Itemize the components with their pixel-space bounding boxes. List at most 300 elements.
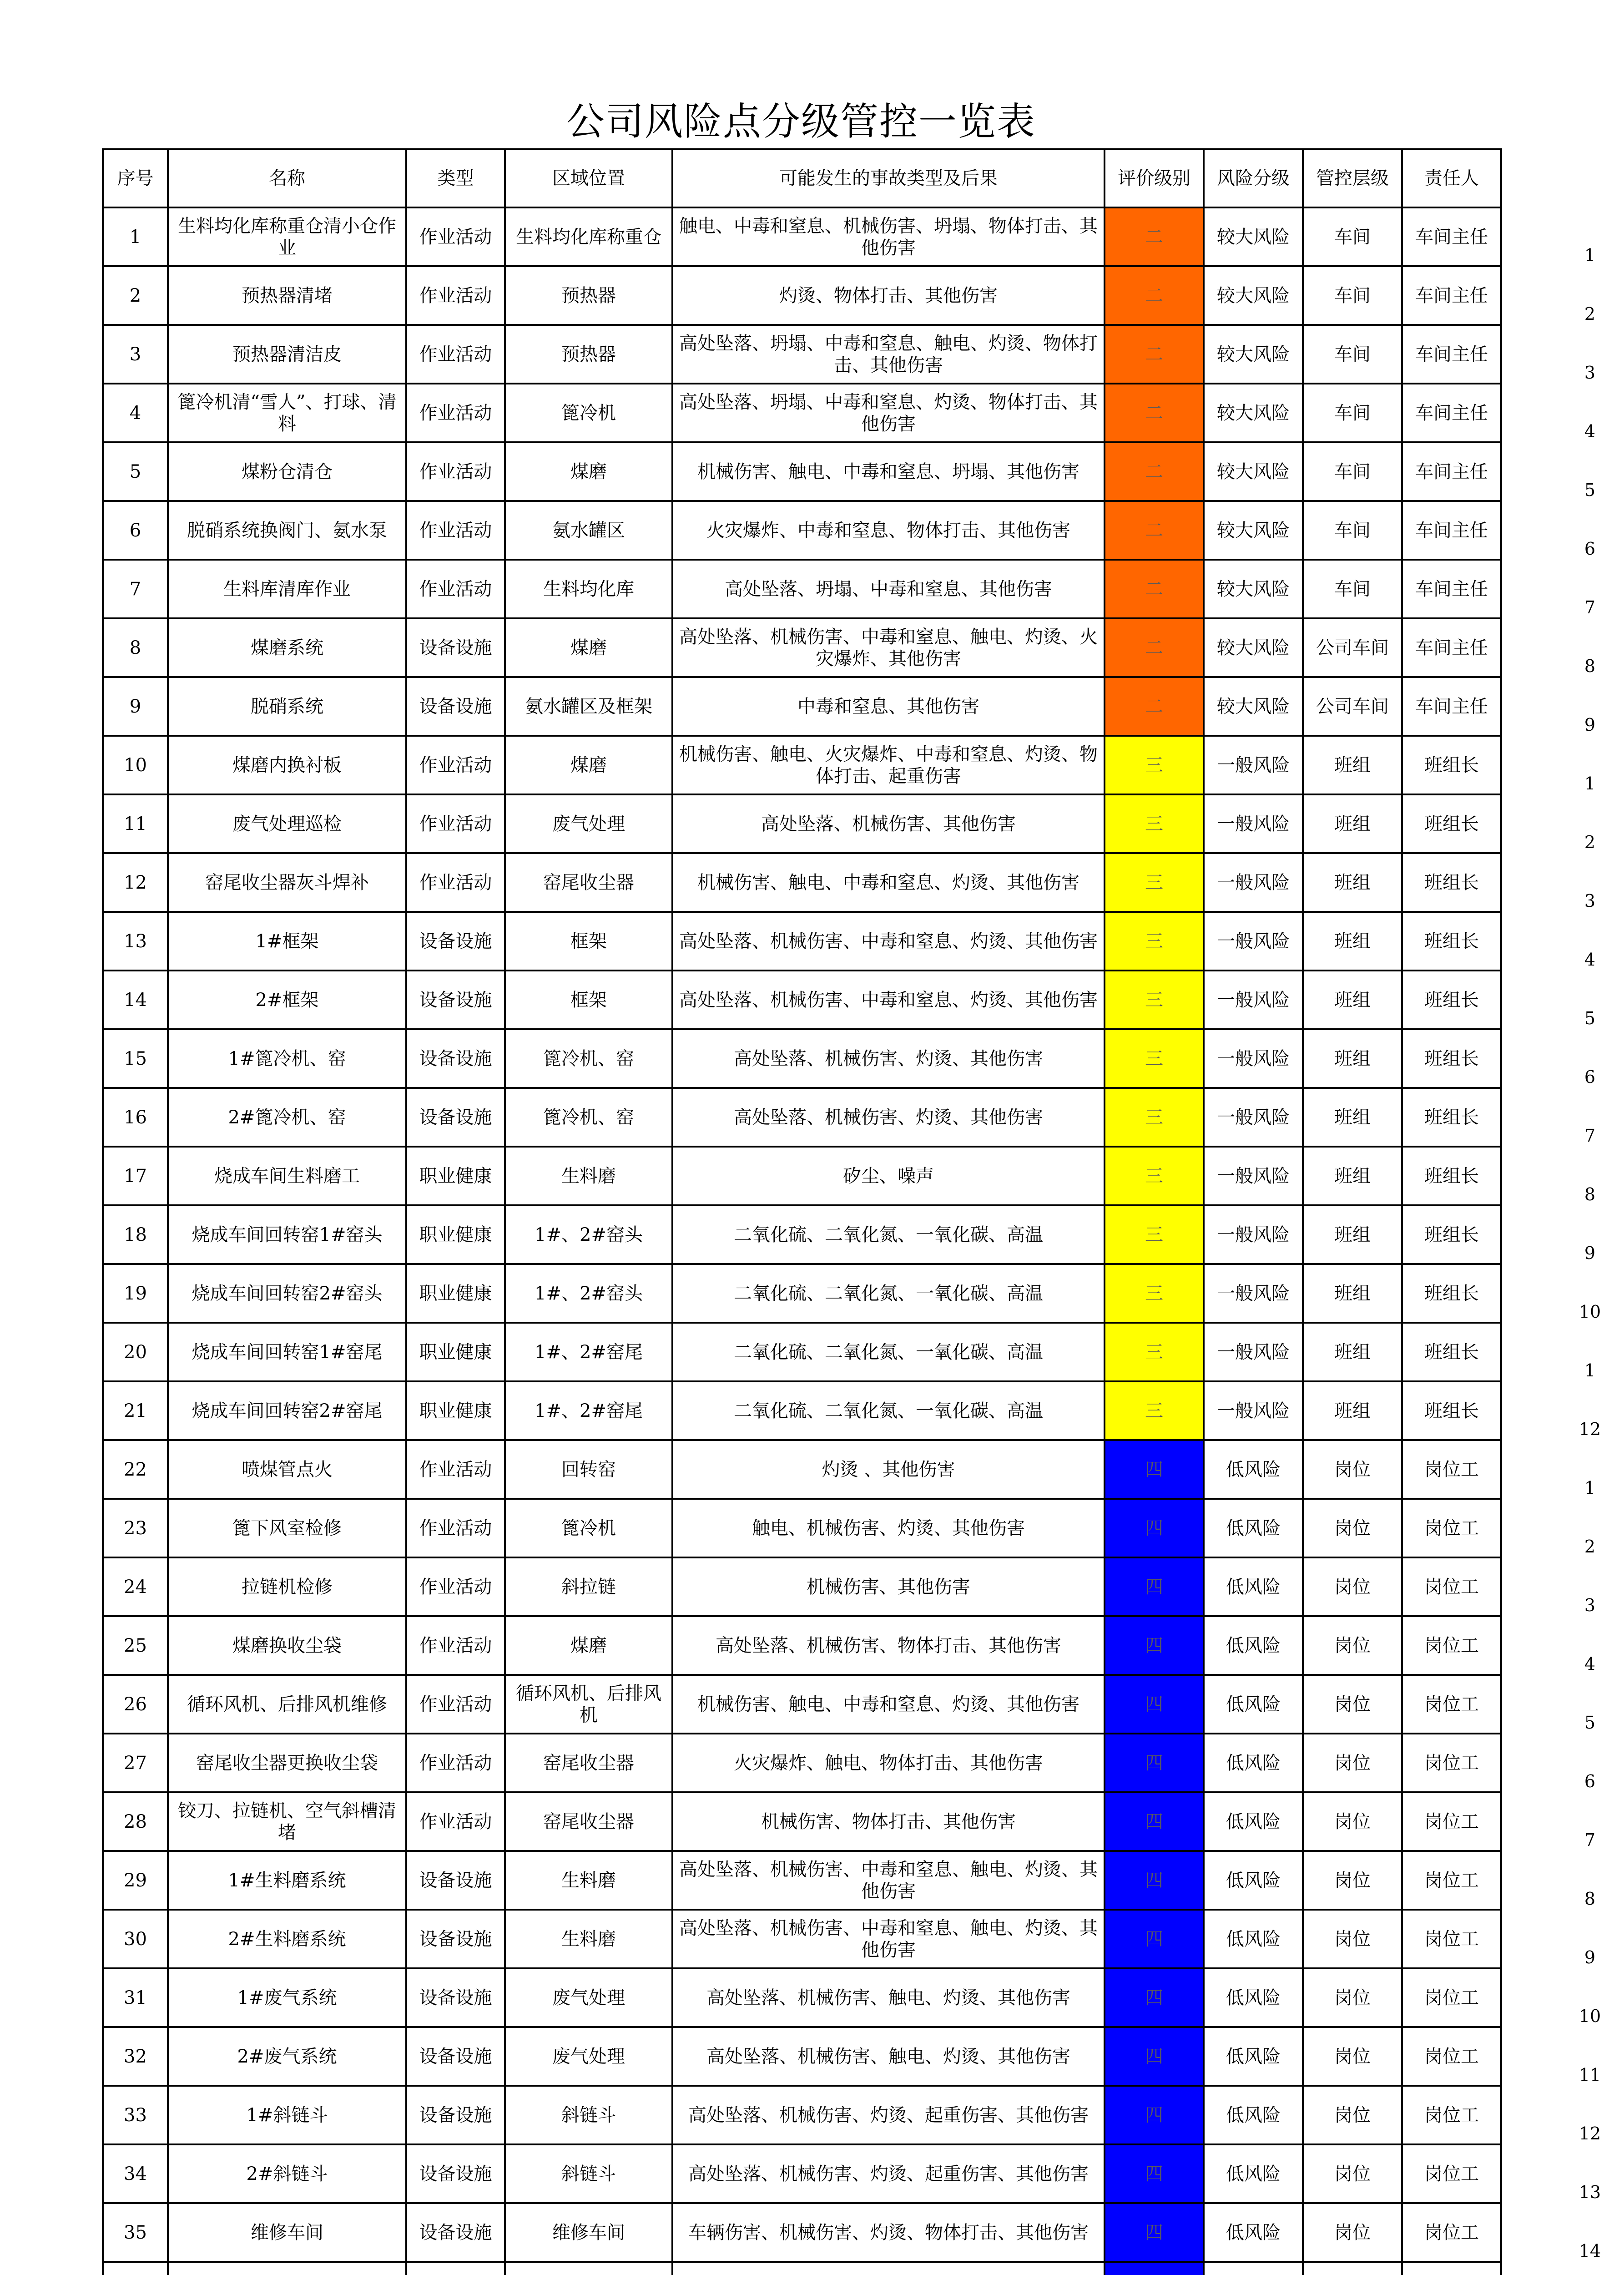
cell-risk-level: 一般风险 [1204,1029,1303,1088]
side-row-number: 1 [1584,1478,1596,1498]
cell-name: 脱硝系统换阀门、氨水泵 [168,501,406,560]
cell-no: 10 [103,736,168,794]
cell-eval-level: 三 [1105,912,1204,971]
cell-eval-level: 三 [1105,1264,1204,1323]
header-type: 类型 [406,149,505,207]
cell-area: 废气处理 [505,794,672,853]
cell-name: 1#篦冷机、窑 [168,1029,406,1088]
cell-name: 篦下风室检修 [168,1499,406,1557]
side-row-number: 9 [1584,715,1596,735]
side-row-number: 8 [1584,656,1596,676]
cell-risk-level: 低风险 [1204,1675,1303,1734]
cell-area: 预热器 [505,266,672,325]
cell-name: 2#斜链斗 [168,2144,406,2203]
table-row [103,1264,1501,1323]
cell-owner: 车间主任 [1402,560,1501,618]
cell-no: 34 [103,2144,168,2203]
side-row-number: 5 [1584,1713,1596,1733]
cell-name: 2#框架 [168,971,406,1029]
cell-area: 生料均化库称重仓 [505,207,672,266]
cell-risk-level: 较大风险 [1204,384,1303,442]
side-row-number: 4 [1584,950,1596,970]
cell-risk-level: 一般风险 [1204,1147,1303,1205]
cell-risk-level: 低风险 [1204,1851,1303,1910]
cell-name: 预热器清洁皮 [168,325,406,384]
cell-risk-level: 一般风险 [1204,971,1303,1029]
side-row-number: 1 [1584,1360,1596,1380]
side-row-number: 10 [1579,1302,1601,1322]
side-row-number: 8 [1584,1184,1596,1204]
cell-no: 22 [103,1440,168,1499]
table-row [103,618,1501,677]
cell-area: 斜拉链 [505,1557,672,1616]
cell-no: 1 [103,207,168,266]
cell-owner: 班组长 [1402,794,1501,853]
table-row [103,1205,1501,1264]
cell-hazard: 高处坠落、机械伤害、物体打击、其他伤害 [672,1616,1105,1675]
cell-name: 1#废气系统 [168,1968,406,2027]
table-row [103,2086,1501,2144]
cell-name: 脱硝系统 [168,677,406,736]
cell-owner: 岗位工 [1402,2086,1501,2144]
table-row [103,266,1501,325]
table-row [103,2262,1501,2275]
cell-owner: 班组长 [1402,1381,1501,1440]
cell-control-level: 车间 [1303,384,1402,442]
cell-owner: 岗位工 [1402,1499,1501,1557]
cell-owner: 岗位工 [1402,1675,1501,1734]
cell-hazard: 高处坠落、机械伤害、触电、灼烫、其他伤害 [672,2027,1105,2086]
cell-no: 2 [103,266,168,325]
cell-eval-level [1105,2262,1204,2275]
table-row [103,971,1501,1029]
cell-type: 作业活动 [406,1499,505,1557]
cell-name: 煤磨系统 [168,618,406,677]
cell-no: 16 [103,1088,168,1147]
side-row-number [1556,2261,1624,2275]
cell-hazard: 矽尘、噪声 [672,1147,1105,1205]
cell-type: 作业活动 [406,266,505,325]
cell-hazard: 机械伤害、物体打击、其他伤害 [672,1792,1105,1851]
cell-type: 设备设施 [406,1851,505,1910]
cell-eval-level: 四 [1105,1557,1204,1616]
cell-hazard [672,2262,1105,2275]
cell-control-level: 岗位 [1303,1675,1402,1734]
cell-owner: 岗位工 [1402,1968,1501,2027]
cell-risk-level: 一般风险 [1204,1264,1303,1323]
cell-control-level: 班组 [1303,794,1402,853]
cell-type: 作业活动 [406,1616,505,1675]
cell-owner: 班组长 [1402,853,1501,912]
side-row-number: 12 [1579,2123,1601,2144]
cell-owner: 岗位工 [1402,1792,1501,1851]
cell-owner: 车间主任 [1402,618,1501,677]
cell-type: 设备设施 [406,2203,505,2262]
cell-owner: 岗位工 [1402,1851,1501,1910]
cell-type [406,2262,505,2275]
cell-control-level: 班组 [1303,736,1402,794]
cell-owner: 车间主任 [1402,501,1501,560]
table-row [103,1381,1501,1440]
cell-type: 职业健康 [406,1264,505,1323]
cell-owner: 车间主任 [1402,384,1501,442]
cell-no: 26 [103,1675,168,1734]
cell-type: 设备设施 [406,618,505,677]
cell-hazard: 高处坠落、机械伤害、中毒和窒息、灼烫、其他伤害 [672,912,1105,971]
cell-owner: 车间主任 [1402,207,1501,266]
cell-hazard: 灼烫、物体打击、其他伤害 [672,266,1105,325]
cell-area: 生料磨 [505,1147,672,1205]
cell-no: 8 [103,618,168,677]
cell-no: 23 [103,1499,168,1557]
table-row [103,1792,1501,1851]
cell-hazard: 机械伤害、触电、中毒和窒息、坍塌、其他伤害 [672,442,1105,501]
cell-control-level: 岗位 [1303,1616,1402,1675]
cell-no: 20 [103,1323,168,1381]
cell-control-level: 班组 [1303,971,1402,1029]
cell-eval-level: 二 [1105,266,1204,325]
cell-eval-level: 三 [1105,1381,1204,1440]
table-row [103,1088,1501,1147]
cell-owner: 岗位工 [1402,2027,1501,2086]
cell-eval-level: 二 [1105,677,1204,736]
cell-area: 循环风机、后排风机 [505,1675,672,1734]
cell-area: 框架 [505,971,672,1029]
cell-type: 设备设施 [406,1968,505,2027]
table-row [103,1851,1501,1910]
cell-eval-level: 二 [1105,442,1204,501]
cell-name: 废气处理巡检 [168,794,406,853]
cell-hazard: 触电、机械伤害、灼烫、其他伤害 [672,1499,1105,1557]
cell-control-level: 岗位 [1303,1499,1402,1557]
side-row-number: 7 [1584,1126,1596,1146]
table-row [103,501,1501,560]
side-row-number: 5 [1584,1008,1596,1028]
cell-risk-level: 低风险 [1204,1557,1303,1616]
side-row-number: 6 [1584,539,1596,559]
cell-hazard: 车辆伤害、机械伤害、灼烫、物体打击、其他伤害 [672,2203,1105,2262]
header-area: 区域位置 [505,149,672,207]
cell-owner: 班组长 [1402,1264,1501,1323]
table-row [103,736,1501,794]
cell-eval-level: 三 [1105,1029,1204,1088]
cell-control-level: 车间 [1303,266,1402,325]
cell-name: 维修车间 [168,2203,406,2262]
cell-control-level: 车间 [1303,442,1402,501]
cell-risk-level: 低风险 [1204,2203,1303,2262]
cell-risk-level: 较大风险 [1204,442,1303,501]
cell-no: 25 [103,1616,168,1675]
side-number-column [1556,207,1624,2275]
cell-risk-level: 较大风险 [1204,677,1303,736]
cell-no: 31 [103,1968,168,2027]
cell-control-level: 岗位 [1303,1440,1402,1499]
cell-area: 煤磨 [505,1616,672,1675]
cell-risk-level: 较大风险 [1204,618,1303,677]
cell-owner: 班组长 [1402,736,1501,794]
cell-area: 预热器 [505,325,672,384]
table-row [103,1557,1501,1616]
table-row [103,1147,1501,1205]
cell-area: 1#、2#窑头 [505,1205,672,1264]
cell-type: 作业活动 [406,384,505,442]
cell-hazard: 二氧化硫、二氧化氮、一氧化碳、高温 [672,1205,1105,1264]
table-row [103,912,1501,971]
cell-type: 作业活动 [406,1440,505,1499]
cell-hazard: 二氧化硫、二氧化氮、一氧化碳、高温 [672,1323,1105,1381]
cell-risk-level: 低风险 [1204,1734,1303,1792]
header-risk-level: 风险分级 [1204,149,1303,207]
cell-owner: 岗位工 [1402,2144,1501,2203]
cell-control-level: 班组 [1303,1205,1402,1264]
cell-name: 烧成车间回转窑1#窑尾 [168,1323,406,1381]
side-row-number: 9 [1584,1947,1596,1967]
cell-owner: 岗位工 [1402,2203,1501,2262]
cell-name: 1#框架 [168,912,406,971]
header-eval-level: 评价级别 [1105,149,1204,207]
cell-risk-level: 一般风险 [1204,1323,1303,1381]
cell-type: 作业活动 [406,560,505,618]
cell-control-level: 岗位 [1303,2086,1402,2144]
cell-eval-level: 四 [1105,1910,1204,1968]
cell-risk-level: 一般风险 [1204,912,1303,971]
cell-eval-level: 三 [1105,1147,1204,1205]
table-row [103,677,1501,736]
cell-eval-level: 四 [1105,1440,1204,1499]
cell-area: 1#、2#窑尾 [505,1381,672,1440]
header-no: 序号 [103,149,168,207]
side-row-number: 13 [1579,2182,1601,2202]
cell-owner: 岗位工 [1402,1734,1501,1792]
cell-hazard: 高处坠落、机械伤害、灼烫、起重伤害、其他伤害 [672,2144,1105,2203]
cell-control-level: 班组 [1303,1088,1402,1147]
cell-type: 作业活动 [406,736,505,794]
cell-area: 氨水罐区及框架 [505,677,672,736]
header-hazard: 可能发生的事故类型及后果 [672,149,1105,207]
cell-control-level: 公司车间 [1303,677,1402,736]
cell-area: 1#、2#窑头 [505,1264,672,1323]
side-row-number: 7 [1584,597,1596,617]
side-row-number: 6 [1584,1067,1596,1087]
cell-area: 煤磨 [505,442,672,501]
side-row-number: 5 [1584,480,1596,500]
cell-control-level: 岗位 [1303,1968,1402,2027]
cell-owner: 班组长 [1402,912,1501,971]
cell-owner: 岗位工 [1402,1910,1501,1968]
cell-eval-level: 四 [1105,1968,1204,2027]
cell-type: 设备设施 [406,1910,505,1968]
side-row-number: 12 [1579,1419,1601,1439]
table-row [103,1029,1501,1088]
cell-control-level: 班组 [1303,1029,1402,1088]
cell-name: 2#生料磨系统 [168,1910,406,1968]
side-row-number: 1 [1584,245,1596,265]
cell-hazard: 高处坠落、机械伤害、触电、灼烫、其他伤害 [672,1968,1105,2027]
cell-control-level: 公司车间 [1303,618,1402,677]
cell-control-level: 车间 [1303,207,1402,266]
cell-area: 窑尾收尘器 [505,1734,672,1792]
cell-hazard: 高处坠落、机械伤害、灼烫、其他伤害 [672,1029,1105,1088]
cell-name: 煤磨内换衬板 [168,736,406,794]
cell-owner: 班组长 [1402,971,1501,1029]
table-row [103,794,1501,853]
cell-name: 烧成车间回转窑2#窑头 [168,1264,406,1323]
cell-hazard: 高处坠落、机械伤害、灼烫、其他伤害 [672,1088,1105,1147]
cell-area: 斜链斗 [505,2086,672,2144]
side-row-number: 6 [1584,1771,1596,1791]
cell-no: 24 [103,1557,168,1616]
cell-type: 作业活动 [406,1734,505,1792]
cell-risk-level: 一般风险 [1204,736,1303,794]
header-owner: 责任人 [1402,149,1501,207]
side-row-number: 2 [1584,832,1596,852]
cell-owner [1402,2262,1501,2275]
cell-no: 32 [103,2027,168,2086]
cell-type: 职业健康 [406,1381,505,1440]
cell-control-level: 班组 [1303,912,1402,971]
side-row-number: 4 [1584,1654,1596,1674]
cell-area: 窑尾收尘器 [505,1792,672,1851]
cell-eval-level: 四 [1105,2144,1204,2203]
cell-control-level: 车间 [1303,325,1402,384]
cell-name: 铰刀、拉链机、空气斜槽清堵 [168,1792,406,1851]
cell-hazard: 火灾爆炸、中毒和窒息、物体打击、其他伤害 [672,501,1105,560]
side-row-number: 8 [1584,1889,1596,1909]
side-row-number: 9 [1584,1243,1596,1263]
cell-control-level: 岗位 [1303,1557,1402,1616]
table-row [103,325,1501,384]
cell-hazard: 高处坠落、机械伤害、中毒和窒息、触电、灼烫、火灾爆炸、其他伤害 [672,618,1105,677]
table-row [103,1616,1501,1675]
cell-type: 作业活动 [406,853,505,912]
cell-no: 30 [103,1910,168,1968]
cell-name: 烧成车间回转窑2#窑尾 [168,1381,406,1440]
cell-eval-level: 二 [1105,325,1204,384]
cell-eval-level: 四 [1105,1499,1204,1557]
cell-area: 篦冷机、窑 [505,1029,672,1088]
header-row [103,149,1501,207]
table-row [103,1440,1501,1499]
cell-owner: 班组长 [1402,1088,1501,1147]
cell-eval-level: 三 [1105,794,1204,853]
cell-owner: 班组长 [1402,1323,1501,1381]
cell-name: 1#生料磨系统 [168,1851,406,1910]
cell-eval-level: 二 [1105,207,1204,266]
cell-control-level: 岗位 [1303,1734,1402,1792]
cell-risk-level: 低风险 [1204,2144,1303,2203]
cell-type: 设备设施 [406,2027,505,2086]
cell-no: 33 [103,2086,168,2144]
cell-type: 设备设施 [406,677,505,736]
cell-risk-level: 低风险 [1204,2086,1303,2144]
cell-type: 职业健康 [406,1147,505,1205]
cell-risk-level: 低风险 [1204,1910,1303,1968]
cell-hazard: 高处坠落、机械伤害、其他伤害 [672,794,1105,853]
cell-hazard: 机械伤害、触电、火灾爆炸、中毒和窒息、灼烫、物体打击、起重伤害 [672,736,1105,794]
table-row [103,853,1501,912]
cell-no: 21 [103,1381,168,1440]
cell-owner: 车间主任 [1402,442,1501,501]
cell-type: 作业活动 [406,1557,505,1616]
cell-hazard: 机械伤害、触电、中毒和窒息、灼烫、其他伤害 [672,853,1105,912]
cell-no: 13 [103,912,168,971]
cell-hazard: 高处坠落、机械伤害、中毒和窒息、触电、灼烫、其他伤害 [672,1910,1105,1968]
risk-table [102,148,1502,2275]
cell-eval-level: 三 [1105,853,1204,912]
cell-no: 4 [103,384,168,442]
cell-name [168,2262,406,2275]
cell-name: 煤粉仓清仓 [168,442,406,501]
cell-area: 框架 [505,912,672,971]
cell-control-level: 班组 [1303,1381,1402,1440]
cell-type: 设备设施 [406,912,505,971]
cell-hazard: 中毒和窒息、其他伤害 [672,677,1105,736]
cell-type: 设备设施 [406,1029,505,1088]
cell-type: 作业活动 [406,794,505,853]
cell-risk-level [1204,2262,1303,2275]
table-row [103,1968,1501,2027]
cell-name: 循环风机、后排风机维修 [168,1675,406,1734]
side-row-number: 2 [1584,1537,1596,1557]
table-row [103,2027,1501,2086]
cell-hazard: 高处坠落、坍塌、中毒和窒息、触电、灼烫、物体打击、其他伤害 [672,325,1105,384]
cell-no: 35 [103,2203,168,2262]
cell-no: 27 [103,1734,168,1792]
cell-type: 设备设施 [406,1088,505,1147]
cell-control-level: 岗位 [1303,2027,1402,2086]
cell-eval-level: 四 [1105,1734,1204,1792]
table-row [103,1910,1501,1968]
cell-control-level: 车间 [1303,501,1402,560]
cell-owner: 岗位工 [1402,1616,1501,1675]
cell-type: 设备设施 [406,971,505,1029]
cell-eval-level: 二 [1105,501,1204,560]
cell-no: 11 [103,794,168,853]
cell-risk-level: 低风险 [1204,1792,1303,1851]
cell-name: 预热器清堵 [168,266,406,325]
cell-hazard: 高处坠落、坍塌、中毒和窒息、灼烫、物体打击、其他伤害 [672,384,1105,442]
cell-hazard: 火灾爆炸、触电、物体打击、其他伤害 [672,1734,1105,1792]
header-control-level: 管控层级 [1303,149,1402,207]
cell-name: 生料均化库称重仓清小仓作业 [168,207,406,266]
cell-hazard: 高处坠落、机械伤害、灼烫、起重伤害、其他伤害 [672,2086,1105,2144]
cell-name: 2#篦冷机、窑 [168,1088,406,1147]
cell-control-level [1303,2262,1402,2275]
table-row [103,560,1501,618]
side-row-number: 3 [1584,1595,1596,1615]
cell-risk-level: 一般风险 [1204,1381,1303,1440]
cell-area: 生料磨 [505,1910,672,1968]
cell-eval-level: 四 [1105,1851,1204,1910]
cell-no: 12 [103,853,168,912]
cell-control-level: 岗位 [1303,2144,1402,2203]
cell-risk-level: 较大风险 [1204,207,1303,266]
cell-area: 生料均化库 [505,560,672,618]
cell-type: 设备设施 [406,2086,505,2144]
cell-risk-level: 低风险 [1204,2027,1303,2086]
cell-eval-level: 四 [1105,2027,1204,2086]
cell-name: 生料库清库作业 [168,560,406,618]
cell-name: 窑尾收尘器灰斗焊补 [168,853,406,912]
cell-risk-level: 一般风险 [1204,853,1303,912]
cell-no: 28 [103,1792,168,1851]
cell-owner: 车间主任 [1402,325,1501,384]
cell-owner: 班组长 [1402,1029,1501,1088]
cell-hazard: 机械伤害、触电、中毒和窒息、灼烫、其他伤害 [672,1675,1105,1734]
cell-owner: 岗位工 [1402,1440,1501,1499]
table-row [103,442,1501,501]
cell-area: 维修车间 [505,2203,672,2262]
